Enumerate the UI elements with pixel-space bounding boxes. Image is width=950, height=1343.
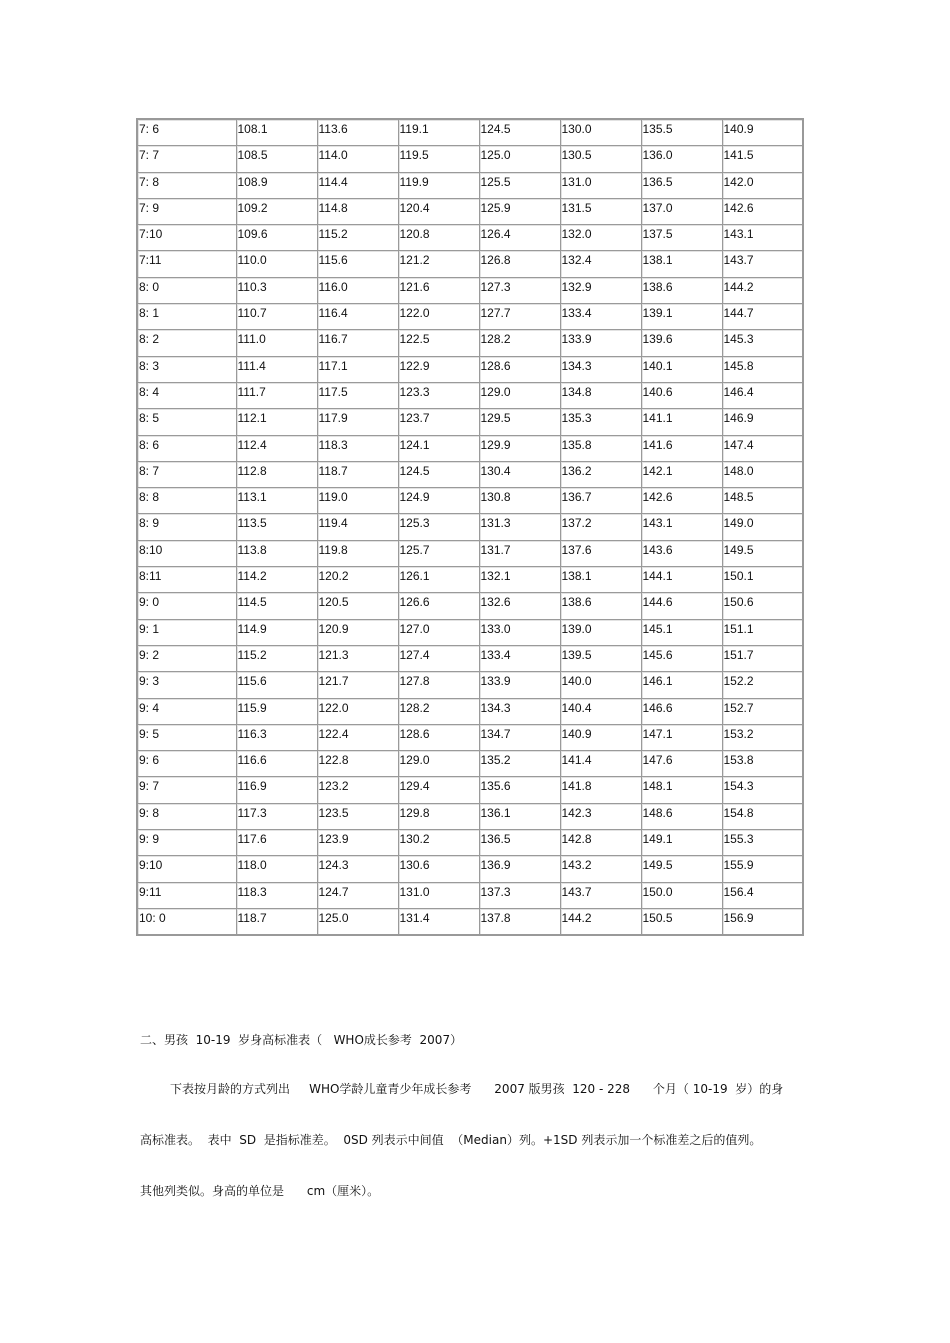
height-value-cell: 146.4	[722, 382, 803, 408]
height-value-cell: 133.4	[560, 304, 641, 330]
table-row	[137, 198, 803, 224]
height-value-cell: 138.6	[641, 277, 722, 303]
height-value-cell: 152.7	[722, 698, 803, 724]
height-value-cell: 123.9	[317, 830, 398, 856]
height-value-cell: 108.9	[236, 172, 317, 198]
height-value-cell: 142.3	[560, 803, 641, 829]
age-cell: 8:10	[137, 540, 236, 566]
age-cell: 9: 1	[137, 619, 236, 645]
height-standard-table	[136, 118, 804, 936]
height-value-cell: 140.1	[641, 356, 722, 382]
height-value-cell: 149.1	[641, 830, 722, 856]
height-value-cell: 143.1	[722, 225, 803, 251]
height-value-cell: 117.9	[317, 409, 398, 435]
height-value-cell: 146.9	[722, 409, 803, 435]
age-cell: 9: 3	[137, 672, 236, 698]
height-value-cell: 125.9	[479, 198, 560, 224]
paragraph-line-3: 其他列类似。身高的单位是 cm（厘米）。	[140, 1184, 380, 1198]
age-cell: 9: 7	[137, 777, 236, 803]
height-value-cell: 150.5	[641, 908, 722, 935]
height-value-cell: 111.4	[236, 356, 317, 382]
height-value-cell: 141.1	[641, 409, 722, 435]
height-value-cell: 136.1	[479, 803, 560, 829]
height-value-cell: 143.7	[560, 882, 641, 908]
height-value-cell: 141.4	[560, 751, 641, 777]
height-value-cell: 120.5	[317, 593, 398, 619]
height-value-cell: 137.2	[560, 514, 641, 540]
height-value-cell: 139.0	[560, 619, 641, 645]
height-value-cell: 120.4	[398, 198, 479, 224]
height-value-cell: 134.7	[479, 724, 560, 750]
height-value-cell: 134.3	[560, 356, 641, 382]
height-value-cell: 119.1	[398, 119, 479, 146]
height-value-cell: 156.4	[722, 882, 803, 908]
height-value-cell: 127.3	[479, 277, 560, 303]
height-value-cell: 132.1	[479, 567, 560, 593]
height-value-cell: 112.4	[236, 435, 317, 461]
height-value-cell: 147.4	[722, 435, 803, 461]
height-value-cell: 116.7	[317, 330, 398, 356]
table-row	[137, 672, 803, 698]
height-value-cell: 156.9	[722, 908, 803, 935]
table-body	[137, 119, 803, 935]
height-value-cell: 145.6	[641, 645, 722, 671]
age-cell: 7: 9	[137, 198, 236, 224]
height-value-cell: 130.8	[479, 488, 560, 514]
height-value-cell: 129.0	[398, 751, 479, 777]
height-value-cell: 148.5	[722, 488, 803, 514]
height-value-cell: 115.9	[236, 698, 317, 724]
height-value-cell: 151.7	[722, 645, 803, 671]
height-value-cell: 123.7	[398, 409, 479, 435]
table-row	[137, 830, 803, 856]
height-value-cell: 117.5	[317, 382, 398, 408]
table-row	[137, 277, 803, 303]
height-value-cell: 138.1	[641, 251, 722, 277]
age-cell: 9: 5	[137, 724, 236, 750]
height-value-cell: 140.6	[641, 382, 722, 408]
height-value-cell: 114.8	[317, 198, 398, 224]
height-value-cell: 113.8	[236, 540, 317, 566]
height-value-cell: 131.7	[479, 540, 560, 566]
height-value-cell: 147.1	[641, 724, 722, 750]
table-row	[137, 330, 803, 356]
height-value-cell: 124.9	[398, 488, 479, 514]
height-value-cell: 118.7	[236, 908, 317, 935]
table-row	[137, 435, 803, 461]
height-value-cell: 125.0	[479, 146, 560, 172]
height-value-cell: 132.6	[479, 593, 560, 619]
height-value-cell: 109.2	[236, 198, 317, 224]
table-row	[137, 803, 803, 829]
height-value-cell: 122.0	[398, 304, 479, 330]
table-row	[137, 119, 803, 146]
height-value-cell: 130.5	[560, 146, 641, 172]
age-cell: 8: 5	[137, 409, 236, 435]
height-value-cell: 141.8	[560, 777, 641, 803]
height-value-cell: 128.6	[479, 356, 560, 382]
height-value-cell: 143.2	[560, 856, 641, 882]
height-value-cell: 123.2	[317, 777, 398, 803]
height-value-cell: 111.0	[236, 330, 317, 356]
height-value-cell: 148.6	[641, 803, 722, 829]
height-value-cell: 125.7	[398, 540, 479, 566]
height-value-cell: 111.7	[236, 382, 317, 408]
height-value-cell: 129.4	[398, 777, 479, 803]
height-value-cell: 142.6	[641, 488, 722, 514]
height-value-cell: 124.7	[317, 882, 398, 908]
height-value-cell: 125.3	[398, 514, 479, 540]
height-value-cell: 131.0	[398, 882, 479, 908]
height-value-cell: 135.2	[479, 751, 560, 777]
height-value-cell: 124.5	[398, 461, 479, 487]
height-value-cell: 122.5	[398, 330, 479, 356]
height-value-cell: 118.0	[236, 856, 317, 882]
height-value-cell: 134.8	[560, 382, 641, 408]
height-value-cell: 125.5	[479, 172, 560, 198]
height-value-cell: 114.5	[236, 593, 317, 619]
age-cell: 9: 9	[137, 830, 236, 856]
height-value-cell: 144.6	[641, 593, 722, 619]
height-value-cell: 125.0	[317, 908, 398, 935]
height-value-cell: 149.0	[722, 514, 803, 540]
height-value-cell: 115.6	[236, 672, 317, 698]
age-cell: 8: 4	[137, 382, 236, 408]
height-value-cell: 128.2	[398, 698, 479, 724]
height-value-cell: 150.0	[641, 882, 722, 908]
age-cell: 7: 8	[137, 172, 236, 198]
table-row	[137, 856, 803, 882]
height-value-cell: 138.6	[560, 593, 641, 619]
height-value-cell: 117.6	[236, 830, 317, 856]
height-value-cell: 153.8	[722, 751, 803, 777]
height-value-cell: 147.6	[641, 751, 722, 777]
height-value-cell: 136.2	[560, 461, 641, 487]
height-value-cell: 108.5	[236, 146, 317, 172]
section-heading: 二、男孩 10-19 岁身高标准表（ WHO成长参考 2007）	[140, 1033, 463, 1047]
height-value-cell: 115.2	[236, 645, 317, 671]
height-value-cell: 136.0	[641, 146, 722, 172]
table-row	[137, 225, 803, 251]
height-value-cell: 117.1	[317, 356, 398, 382]
height-value-cell: 122.4	[317, 724, 398, 750]
table-row	[137, 698, 803, 724]
height-value-cell: 130.2	[398, 830, 479, 856]
table-row	[137, 724, 803, 750]
age-cell: 8: 9	[137, 514, 236, 540]
age-cell: 9: 2	[137, 645, 236, 671]
height-value-cell: 133.9	[479, 672, 560, 698]
height-value-cell: 119.4	[317, 514, 398, 540]
height-value-cell: 131.3	[479, 514, 560, 540]
height-value-cell: 153.2	[722, 724, 803, 750]
height-value-cell: 137.0	[641, 198, 722, 224]
age-cell: 10: 0	[137, 908, 236, 935]
height-value-cell: 112.1	[236, 409, 317, 435]
height-value-cell: 155.9	[722, 856, 803, 882]
height-value-cell: 109.6	[236, 225, 317, 251]
height-value-cell: 146.6	[641, 698, 722, 724]
table-row	[137, 619, 803, 645]
height-value-cell: 140.4	[560, 698, 641, 724]
age-cell: 9: 6	[137, 751, 236, 777]
height-value-cell: 151.1	[722, 619, 803, 645]
height-value-cell: 137.3	[479, 882, 560, 908]
height-value-cell: 154.3	[722, 777, 803, 803]
age-cell: 8: 3	[137, 356, 236, 382]
table-row	[137, 882, 803, 908]
height-value-cell: 135.3	[560, 409, 641, 435]
table-row	[137, 461, 803, 487]
height-value-cell: 145.8	[722, 356, 803, 382]
height-value-cell: 145.1	[641, 619, 722, 645]
table-row	[137, 488, 803, 514]
age-cell: 9:11	[137, 882, 236, 908]
age-cell: 9: 0	[137, 593, 236, 619]
table-row	[137, 409, 803, 435]
height-value-cell: 127.4	[398, 645, 479, 671]
height-value-cell: 118.7	[317, 461, 398, 487]
height-value-cell: 136.7	[560, 488, 641, 514]
height-value-cell: 134.3	[479, 698, 560, 724]
height-value-cell: 110.7	[236, 304, 317, 330]
height-value-cell: 114.9	[236, 619, 317, 645]
height-value-cell: 123.5	[317, 803, 398, 829]
height-value-cell: 141.5	[722, 146, 803, 172]
height-value-cell: 140.9	[722, 119, 803, 146]
height-value-cell: 131.0	[560, 172, 641, 198]
height-value-cell: 150.1	[722, 567, 803, 593]
age-cell: 8: 1	[137, 304, 236, 330]
height-value-cell: 118.3	[317, 435, 398, 461]
height-value-cell: 128.2	[479, 330, 560, 356]
height-value-cell: 155.3	[722, 830, 803, 856]
height-value-cell: 129.0	[479, 382, 560, 408]
height-value-cell: 113.1	[236, 488, 317, 514]
height-value-cell: 129.8	[398, 803, 479, 829]
height-value-cell: 117.3	[236, 803, 317, 829]
height-value-cell: 133.9	[560, 330, 641, 356]
height-value-cell: 149.5	[641, 856, 722, 882]
height-value-cell: 108.1	[236, 119, 317, 146]
height-value-cell: 148.1	[641, 777, 722, 803]
height-value-cell: 115.6	[317, 251, 398, 277]
height-value-cell: 142.0	[722, 172, 803, 198]
table-row	[137, 567, 803, 593]
height-value-cell: 133.0	[479, 619, 560, 645]
height-value-cell: 119.8	[317, 540, 398, 566]
height-value-cell: 142.1	[641, 461, 722, 487]
height-value-cell: 140.0	[560, 672, 641, 698]
height-value-cell: 132.9	[560, 277, 641, 303]
height-value-cell: 144.2	[560, 908, 641, 935]
height-value-cell: 132.4	[560, 251, 641, 277]
table-row	[137, 593, 803, 619]
table-row	[137, 146, 803, 172]
height-value-cell: 120.9	[317, 619, 398, 645]
height-value-cell: 142.8	[560, 830, 641, 856]
table-row	[137, 908, 803, 935]
height-value-cell: 137.5	[641, 225, 722, 251]
height-value-cell: 143.7	[722, 251, 803, 277]
height-value-cell: 138.1	[560, 567, 641, 593]
age-cell: 9:10	[137, 856, 236, 882]
height-value-cell: 122.8	[317, 751, 398, 777]
paragraph-line-2: 高标准表。 表中 SD 是指标准差。 0SD 列表示中间值 （Median）列。+1SD 列表示加一个标准差之后的值列。	[140, 1133, 762, 1147]
age-cell: 7: 7	[137, 146, 236, 172]
height-value-cell: 116.9	[236, 777, 317, 803]
age-cell: 7:10	[137, 225, 236, 251]
height-value-cell: 132.0	[560, 225, 641, 251]
height-value-cell: 131.5	[560, 198, 641, 224]
height-value-cell: 148.0	[722, 461, 803, 487]
age-cell: 9: 4	[137, 698, 236, 724]
height-value-cell: 130.0	[560, 119, 641, 146]
height-value-cell: 121.3	[317, 645, 398, 671]
height-value-cell: 127.8	[398, 672, 479, 698]
table-row	[137, 540, 803, 566]
height-value-cell: 133.4	[479, 645, 560, 671]
height-value-cell: 137.8	[479, 908, 560, 935]
age-cell: 8: 0	[137, 277, 236, 303]
height-value-cell: 121.2	[398, 251, 479, 277]
height-value-cell: 126.8	[479, 251, 560, 277]
table-row	[137, 751, 803, 777]
height-value-cell: 135.5	[641, 119, 722, 146]
height-value-cell: 116.6	[236, 751, 317, 777]
height-value-cell: 130.4	[479, 461, 560, 487]
height-value-cell: 114.4	[317, 172, 398, 198]
height-value-cell: 127.7	[479, 304, 560, 330]
height-value-cell: 143.6	[641, 540, 722, 566]
height-value-cell: 126.6	[398, 593, 479, 619]
height-value-cell: 116.0	[317, 277, 398, 303]
table-row	[137, 777, 803, 803]
height-value-cell: 129.9	[479, 435, 560, 461]
height-value-cell: 122.9	[398, 356, 479, 382]
height-value-cell: 135.6	[479, 777, 560, 803]
height-value-cell: 142.6	[722, 198, 803, 224]
height-value-cell: 130.6	[398, 856, 479, 882]
height-value-cell: 115.2	[317, 225, 398, 251]
height-value-cell: 154.8	[722, 803, 803, 829]
age-cell: 8: 7	[137, 461, 236, 487]
height-value-cell: 114.0	[317, 146, 398, 172]
height-value-cell: 110.0	[236, 251, 317, 277]
height-value-cell: 113.6	[317, 119, 398, 146]
height-value-cell: 116.3	[236, 724, 317, 750]
height-value-cell: 135.8	[560, 435, 641, 461]
age-cell: 7:11	[137, 251, 236, 277]
table-row	[137, 382, 803, 408]
height-value-cell: 139.1	[641, 304, 722, 330]
height-value-cell: 140.9	[560, 724, 641, 750]
table-row	[137, 251, 803, 277]
height-value-cell: 136.9	[479, 856, 560, 882]
height-value-cell: 124.3	[317, 856, 398, 882]
height-value-cell: 119.5	[398, 146, 479, 172]
height-value-cell: 144.1	[641, 567, 722, 593]
height-value-cell: 114.2	[236, 567, 317, 593]
height-value-cell: 124.5	[479, 119, 560, 146]
height-value-cell: 118.3	[236, 882, 317, 908]
height-value-cell: 124.1	[398, 435, 479, 461]
height-value-cell: 150.6	[722, 593, 803, 619]
height-value-cell: 110.3	[236, 277, 317, 303]
age-cell: 8: 6	[137, 435, 236, 461]
height-value-cell: 139.6	[641, 330, 722, 356]
height-value-cell: 141.6	[641, 435, 722, 461]
height-value-cell: 119.0	[317, 488, 398, 514]
height-value-cell: 120.8	[398, 225, 479, 251]
age-cell: 8: 2	[137, 330, 236, 356]
height-value-cell: 122.0	[317, 698, 398, 724]
age-cell: 9: 8	[137, 803, 236, 829]
height-value-cell: 126.4	[479, 225, 560, 251]
height-value-cell: 136.5	[641, 172, 722, 198]
age-cell: 8: 8	[137, 488, 236, 514]
paragraph-line-1: 下表按月龄的方式列出 WHO学龄儿童青少年成长参考 2007 版男孩 120 - 228 个月（ 10-19 岁）的身	[170, 1082, 784, 1096]
height-value-cell: 112.8	[236, 461, 317, 487]
height-value-cell: 127.0	[398, 619, 479, 645]
table-row	[137, 514, 803, 540]
height-value-cell: 121.6	[398, 277, 479, 303]
height-value-cell: 126.1	[398, 567, 479, 593]
height-value-cell: 123.3	[398, 382, 479, 408]
height-value-cell: 146.1	[641, 672, 722, 698]
height-value-cell: 149.5	[722, 540, 803, 566]
table-row	[137, 356, 803, 382]
height-value-cell: 119.9	[398, 172, 479, 198]
age-cell: 7: 6	[137, 119, 236, 146]
height-value-cell: 144.2	[722, 277, 803, 303]
height-value-cell: 121.7	[317, 672, 398, 698]
table-row	[137, 645, 803, 671]
age-cell: 8:11	[137, 567, 236, 593]
height-value-cell: 113.5	[236, 514, 317, 540]
height-value-cell: 143.1	[641, 514, 722, 540]
height-value-cell: 152.2	[722, 672, 803, 698]
height-value-cell: 144.7	[722, 304, 803, 330]
table-row	[137, 172, 803, 198]
height-value-cell: 145.3	[722, 330, 803, 356]
height-value-cell: 136.5	[479, 830, 560, 856]
height-value-cell: 120.2	[317, 567, 398, 593]
height-value-cell: 129.5	[479, 409, 560, 435]
height-value-cell: 128.6	[398, 724, 479, 750]
height-value-cell: 137.6	[560, 540, 641, 566]
height-value-cell: 131.4	[398, 908, 479, 935]
height-value-cell: 139.5	[560, 645, 641, 671]
table-row	[137, 304, 803, 330]
height-value-cell: 116.4	[317, 304, 398, 330]
